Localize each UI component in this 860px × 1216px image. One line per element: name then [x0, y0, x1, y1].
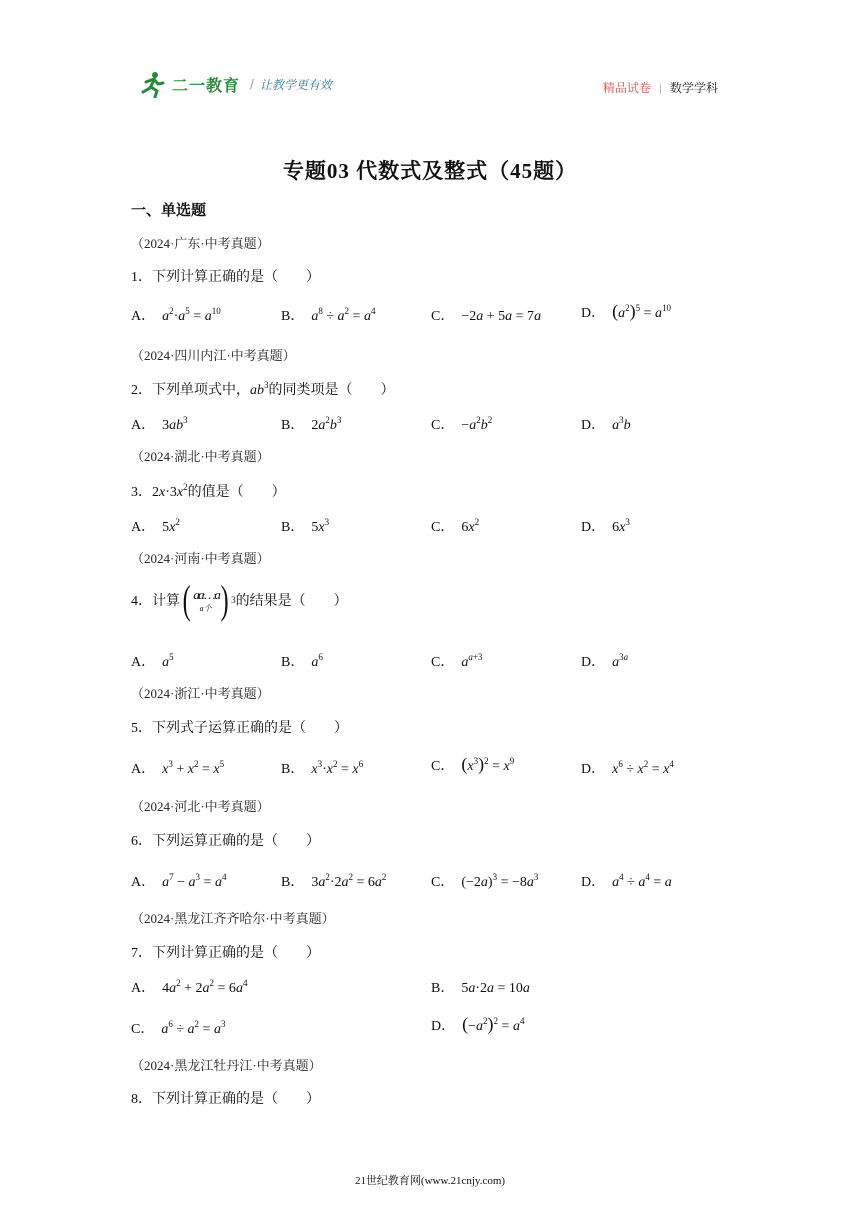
option-formula: $(-2a)^3 = -8a^3$ — [454, 872, 539, 890]
option-formula: $x^6 \div x^2 = x^4$ — [612, 759, 674, 777]
tag-separator: | — [658, 80, 662, 95]
brand-slogan: 让教学更有效 — [259, 77, 332, 92]
option-formula: $(x^3)^2 = x^9$ — [461, 754, 515, 774]
question-stem: 3．$2x\cdot 3x^2$的值是（ ） — [131, 482, 286, 500]
option-formula: $6x^3$ — [605, 517, 630, 535]
option-d[interactable]: D． $x^6 \div x^2 = x^4$ — [581, 759, 674, 777]
question-source: （2024·湖北·中考真题） — [131, 449, 270, 464]
option-formula: $2a^2b^3$ — [304, 415, 342, 433]
question-stem: 7．下列计算正确的是（ ） — [131, 946, 320, 961]
option-a[interactable]: A． $4a^2 + 2a^2 = 6a^4$ — [131, 978, 248, 996]
question-stem: 4．计算 ( a·a·…·a a个 ) 3 的结果是（ ） — [131, 577, 348, 622]
option-formula: $a^2\cdot a^5 = a^{10}$ — [162, 306, 221, 324]
option-formula: $4a^2 + 2a^2 = 6a^4$ — [155, 978, 248, 996]
option-c[interactable]: C． $-a^2b^2$ — [431, 415, 493, 433]
option-c[interactable]: C． $(-2a)^3 = -8a^3$ — [431, 872, 539, 890]
option-c[interactable]: C． −2a + 5a = 7a — [431, 309, 542, 324]
option-a[interactable]: A． $a^7 - a^3 = a^4$ — [131, 872, 227, 890]
option-formula: $a^8 \div a^2 = a^4$ — [311, 306, 376, 324]
option-c[interactable]: C． $6x^2$ — [431, 517, 480, 535]
repeated-product: a·a·…·a a个 — [193, 586, 218, 613]
option-formula: $a^3b$ — [612, 415, 631, 433]
option-formula: $x^3\cdot x^2 = x^6$ — [311, 759, 364, 777]
option-formula: −2a + 5a = 7a — [454, 309, 542, 324]
option-b[interactable]: B． $a^6$ — [281, 652, 323, 670]
option-d[interactable]: D． $6x^3$ — [581, 517, 630, 535]
question-stem: 2．下列单项式中，$ab^3$的同类项是（ ） — [131, 380, 395, 398]
option-d[interactable]: D． $a^4 \div a^4 = a$ — [581, 872, 672, 890]
option-formula: $a^{a+3}$ — [461, 652, 483, 670]
runner-logo-icon — [138, 70, 166, 98]
option-formula: 5a·2a = 10a — [454, 981, 530, 996]
question-source: （2024·黑龙江齐齐哈尔·中考真题） — [131, 911, 335, 926]
option-formula: $a^5$ — [162, 652, 174, 670]
option-b[interactable]: B． 5a·2a = 10a — [431, 981, 530, 996]
question-source: （2024·广东·中考真题） — [131, 236, 270, 251]
page-title: 专题03 代数式及整式（45题） — [282, 159, 578, 183]
option-formula: $(-a^2)^2 = a^4$ — [462, 1014, 525, 1034]
question-source: （2024·黑龙江牡丹江·中考真题） — [131, 1058, 322, 1073]
option-a[interactable]: A． $a^2\cdot a^5 = a^{10}$ — [131, 306, 221, 324]
question-source: （2024·河北·中考真题） — [131, 799, 270, 814]
option-formula: $(a^2)^5 = a^{10}$ — [612, 301, 672, 321]
option-b[interactable]: B． $x^3\cdot x^2 = x^6$ — [281, 759, 364, 777]
option-formula: $a^6 \div a^2 = a^3$ — [161, 1019, 226, 1037]
option-a[interactable]: A． $a^5$ — [131, 652, 174, 670]
option-formula: $5x^2$ — [155, 517, 180, 535]
option-formula: $a^4 \div a^4 = a$ — [612, 872, 672, 890]
option-c[interactable]: C． $a^6 \div a^2 = a^3$ — [131, 1019, 226, 1037]
option-c[interactable]: C． $(x^3)^2 = x^9$ — [431, 754, 515, 774]
option-a[interactable]: A． $x^3 + x^2 = x^5$ — [131, 759, 225, 777]
question-stem: 6．下列运算正确的是（ ） — [131, 834, 320, 849]
option-d[interactable]: D． $a^{3a}$ — [581, 652, 629, 670]
option-a[interactable]: A． $3ab^3$ — [131, 415, 188, 433]
brand-slash: / — [250, 76, 254, 92]
option-b[interactable]: B． $2a^2b^3$ — [281, 415, 342, 433]
question-stem: 5．下列式子运算正确的是（ ） — [131, 721, 348, 736]
header-tags — [603, 79, 718, 96]
option-d[interactable]: D． $(-a^2)^2 = a^4$ — [431, 1014, 525, 1034]
option-formula: $a^6$ — [311, 652, 323, 670]
option-d[interactable]: D． $(a^2)^5 = a^{10}$ — [581, 301, 672, 321]
header-logo — [138, 70, 332, 98]
option-formula: $5x^3$ — [304, 517, 330, 535]
option-formula: $a^{3a}$ — [612, 652, 629, 670]
option-d[interactable]: D． $a^3b$ — [581, 415, 631, 433]
option-b[interactable]: B． $3a^2\cdot 2a^2 = 6a^2$ — [281, 872, 387, 890]
tag-premium: 精品试卷 — [602, 81, 651, 95]
option-a[interactable]: A． $5x^2$ — [131, 517, 180, 535]
page-footer: 21世纪教育网(www.21cnjy.com) — [354, 1175, 506, 1187]
option-c[interactable]: C． $a^{a+3}$ — [431, 652, 483, 670]
question-source: （2024·浙江·中考真题） — [131, 686, 270, 701]
question-source: （2024·河南·中考真题） — [131, 551, 270, 566]
option-formula: $3ab^3$ — [155, 415, 188, 433]
option-formula: $-a^2b^2$ — [454, 415, 493, 433]
option-b[interactable]: B． $5x^3$ — [281, 517, 330, 535]
question-stem: 8．下列计算正确的是（ ） — [131, 1092, 320, 1107]
option-formula: $3a^2\cdot 2a^2 = 6a^2$ — [304, 872, 387, 890]
option-formula: $6x^2$ — [454, 517, 480, 535]
question-stem: 1．下列计算正确的是（ ） — [131, 270, 320, 285]
question-source: （2024·四川内江·中考真题） — [131, 348, 296, 363]
option-formula: $a^7 - a^3 = a^4$ — [162, 872, 227, 890]
option-formula: $x^3 + x^2 = x^5$ — [162, 759, 225, 777]
brand-name: 二一教育 — [172, 77, 241, 95]
section-heading: 一、单选题 — [131, 203, 207, 219]
option-b[interactable]: B． $a^8 \div a^2 = a^4$ — [281, 306, 376, 324]
tag-subject: 数学学科 — [669, 81, 718, 95]
